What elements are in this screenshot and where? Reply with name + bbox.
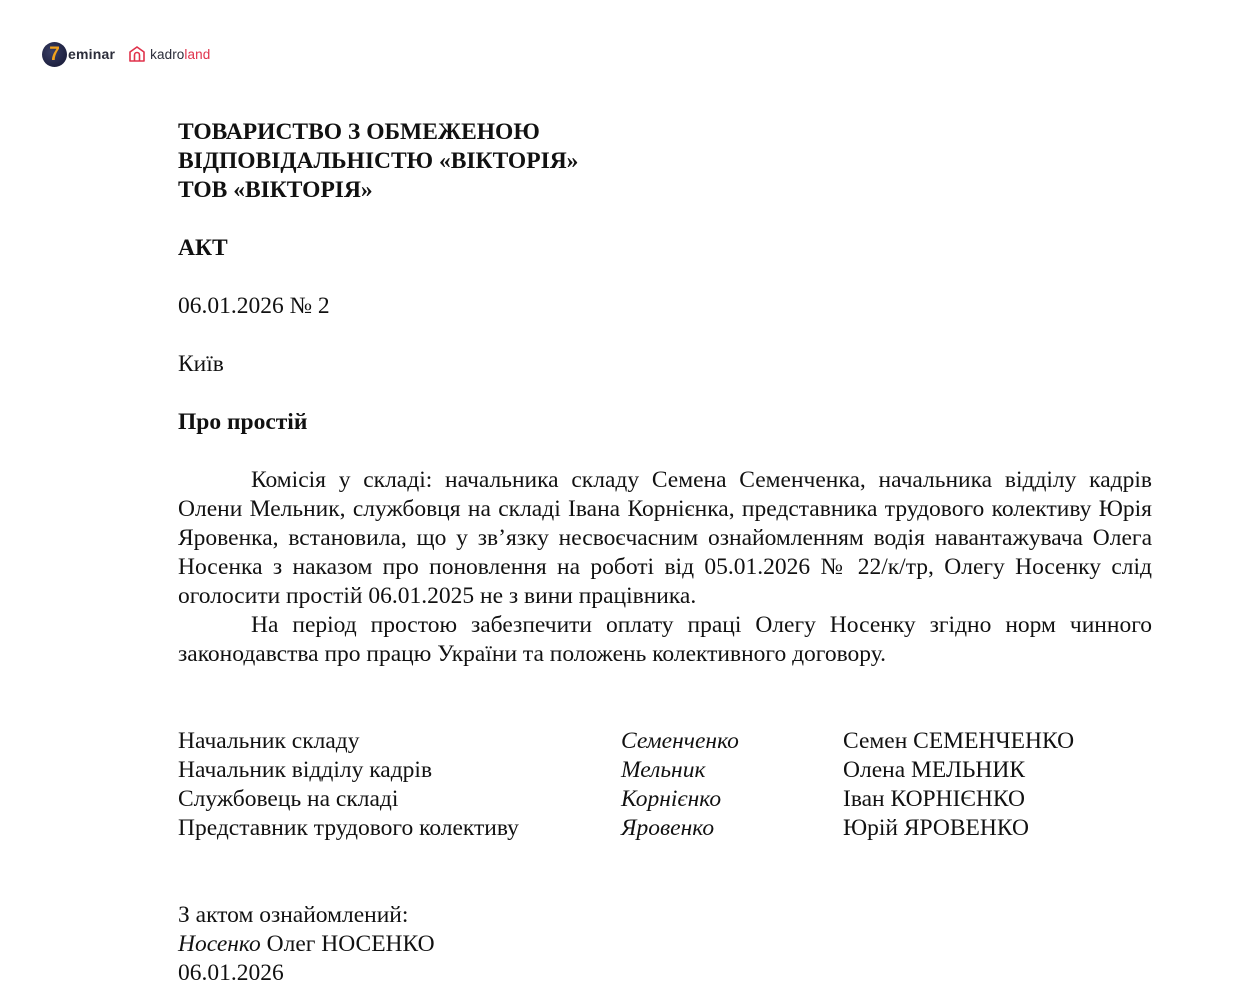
acknowledgement-date: 06.01.2026 (178, 960, 284, 986)
signature-mark: Семенченко (621, 728, 739, 754)
spacer (178, 669, 1152, 698)
signature-mark: Корнієнко (621, 786, 722, 812)
document-type: АКТ (178, 235, 228, 261)
spacer (178, 321, 1152, 350)
org-name-line1: ТОВАРИСТВО З ОБМЕЖЕНОЮ (178, 119, 540, 145)
signature-name: Юрій ЯРОВЕНКО (843, 815, 1029, 841)
seminar-logo (42, 42, 115, 67)
org-name-line2: ВІДПОВІДАЛЬНІСТЮ «ВІКТОРІЯ» (178, 148, 579, 174)
signature-name: Олена МЕЛЬНИК (843, 757, 1025, 783)
kadroland-text-accent: land (184, 46, 211, 62)
spacer (178, 843, 1152, 872)
spacer (178, 379, 1152, 408)
acknowledgement-label: З актом ознайомлений: (178, 902, 409, 928)
spacer (178, 263, 1152, 292)
signature-row (178, 756, 1074, 785)
document-city: Київ (178, 351, 224, 377)
spacer (178, 698, 1152, 727)
logo-bar (42, 40, 210, 68)
acknowledgement-signature: Носенко (178, 931, 261, 957)
signature-position: Начальник складу (178, 728, 360, 754)
acknowledgement-signature-line (178, 930, 1152, 959)
signature-mark: Яровенко (621, 815, 715, 841)
signature-name: Іван КОРНІЄНКО (843, 786, 1025, 812)
house-icon (128, 45, 146, 63)
signature-row (178, 785, 1074, 814)
signature-position: Начальник відділу кадрів (178, 757, 433, 783)
seven-digit: 7 (49, 43, 60, 65)
seminar-text: eminar (68, 46, 116, 62)
signature-mark: Мельник (621, 757, 706, 783)
spacer (178, 205, 1152, 234)
kadroland-text-main: kadro (150, 46, 185, 62)
document-date-number: 06.01.2026 № 2 (178, 293, 330, 319)
signature-row (178, 814, 1074, 843)
spacer (178, 872, 1152, 901)
document-subject: Про простій (178, 409, 308, 435)
signature-position: Представник трудового колективу (178, 815, 519, 841)
document-body (178, 118, 1152, 988)
signature-name: Семен СЕМЕНЧЕНКО (843, 728, 1075, 754)
kadroland-text (150, 47, 210, 62)
spacer (178, 437, 1152, 466)
acknowledgement-name: Олег НОСЕНКО (266, 931, 435, 957)
paragraph-payment: На період простою забезпечити оплату праці Олегу Носенку згідно норм чинного законодавства про працю України та положень колективного договору. (178, 612, 1152, 667)
kadroland-logo (128, 45, 210, 63)
signature-row (178, 727, 1074, 756)
signatures-table (178, 727, 1074, 843)
paragraph-commission: Комісія у складі: начальника складу Семена Семенченка, начальника відділу кадрів Олени Мельник, службовця на складі Івана Корнієнка, представника трудового колективу Юрія Яровенка, встановила, що у зв’язку несвоєчасним ознайомленням водія навантажувача Олега Носенка з наказом про поновлення на роботі від 05.01.2026 № 22/к/тр, Олегу Носенку слід оголосити простій 06.01.2025 не з вини працівника. (178, 467, 1152, 609)
org-short-name: ТОВ «ВІКТОРІЯ» (178, 177, 373, 203)
seven-badge-icon (42, 42, 67, 67)
signature-position: Службовець на складі (178, 786, 399, 812)
